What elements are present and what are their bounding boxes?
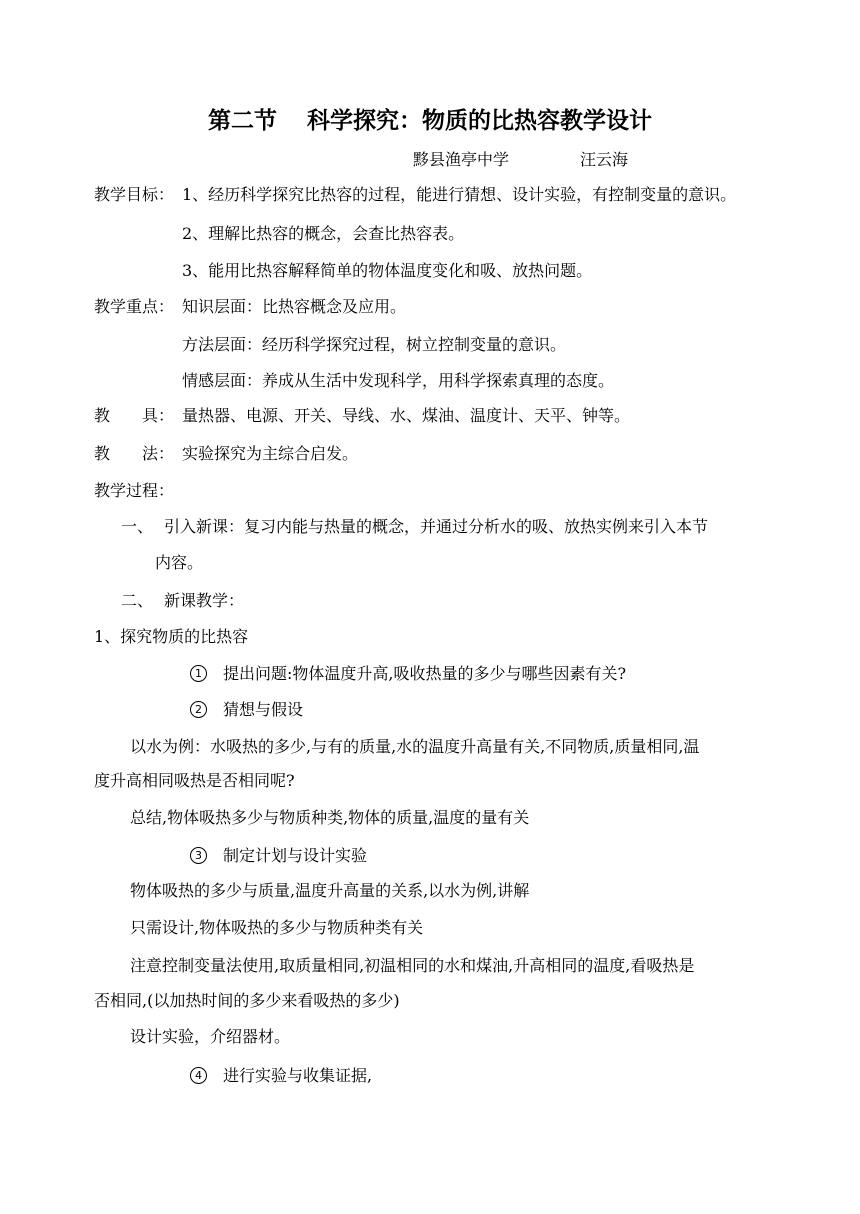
title-section: 第二节 (208, 108, 277, 134)
step-text: 提出问题:物体温度升高,吸收热量的多少与哪些因素有关? (223, 664, 627, 683)
objectives-label: 教学目标： (94, 185, 175, 204)
method-text: 实验探究为主综合启发。 (182, 444, 359, 463)
step-3 (190, 845, 367, 867)
key-points-label: 教学重点： (94, 297, 175, 316)
step-2 (190, 699, 303, 721)
method-label: 教 法： (94, 444, 175, 463)
author-name: 汪云海 (580, 150, 629, 169)
paragraph-line: 度升高相同吸热是否相同呢? (94, 771, 295, 790)
paragraph-line: 物体吸热的多少与质量,温度升高量的关系,以水为例,讲解 (130, 881, 530, 900)
page-title (0, 105, 860, 137)
process-label: 教学过程： (94, 481, 175, 500)
paragraph-line: 否相同,(以加热时间的多少来看吸热的多少) (94, 991, 400, 1010)
intro-text: 引入新课：复习内能与热量的概念，并通过分析水的吸、放热实例来引入本节 (164, 517, 709, 536)
key-point-item: 方法层面：经历科学探究过程，树立控制变量的意识。 (182, 335, 567, 354)
tools-label: 教 具： (94, 406, 175, 425)
step-number-badge: 4 (190, 1067, 207, 1084)
step-1 (190, 663, 626, 685)
new-lesson-number: 二、 (121, 591, 154, 610)
objective-item: 3、能用比热容解释简单的物体温度变化和吸、放热问题。 (182, 261, 593, 280)
step-number-badge: 3 (190, 847, 207, 864)
section-heading: 1、探究物质的比热容 (94, 627, 249, 646)
tools-text: 量热器、电源、开关、导线、水、煤油、温度计、天平、钟等。 (182, 406, 631, 425)
school-name: 黟县渔亭中学 (413, 150, 510, 169)
step-text: 制定计划与设计实验 (223, 846, 368, 865)
paragraph-line: 只需设计,物体吸热的多少与物质种类有关 (130, 918, 424, 937)
intro-number: 一、 (121, 517, 154, 536)
step-text: 猜想与假设 (223, 700, 304, 719)
key-point-item: 知识层面：比热容概念及应用。 (182, 297, 407, 316)
step-number-badge: 2 (190, 701, 207, 718)
objective-item: 2、理解比热容的概念，会查比热容表。 (182, 224, 465, 243)
paragraph-line: 注意控制变量法使用,取质量相同,初温相同的水和煤油,升高相同的温度,看吸热是 (130, 956, 695, 975)
step-number-badge: 1 (190, 665, 207, 682)
title-topic: 科学探究：物质的比热容教学设计 (307, 108, 652, 134)
new-lesson-text: 新课教学： (164, 591, 245, 610)
paragraph-line: 设计实验，介绍器材。 (130, 1027, 291, 1046)
intro-text-cont: 内容。 (155, 553, 204, 572)
paragraph-line: 以水为例：水吸热的多少,与有的质量,水的温度升高量有关,不同物质,质量相同,温 (130, 737, 700, 756)
summary-text: 总结,物体吸热多少与物质种类,物体的质量,温度的量有关 (130, 808, 530, 827)
key-point-item: 情感层面：养成从生活中发现科学，用科学探索真理的态度。 (182, 371, 615, 390)
objective-item: 1、经历科学探究比热容的过程，能进行猜想、设计实验，有控制变量的意识。 (182, 185, 737, 204)
step-4 (190, 1065, 372, 1087)
step-text: 进行实验与收集证据, (223, 1066, 373, 1085)
